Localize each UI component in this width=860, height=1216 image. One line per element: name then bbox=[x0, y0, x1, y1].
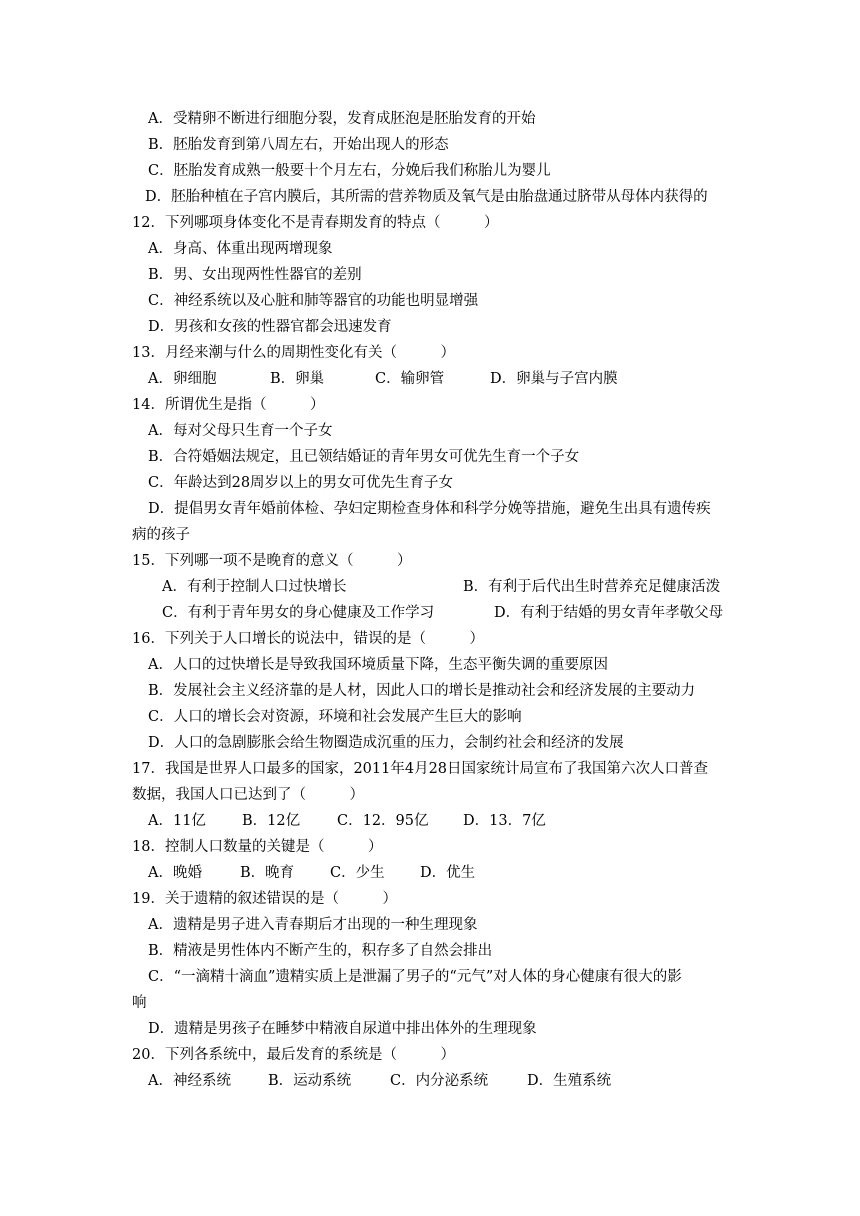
q14-stem: 14．所谓优生是指（ ） bbox=[132, 397, 325, 413]
q18-option-b: B．晚育 bbox=[240, 865, 295, 881]
q18-stem: 18．控制人口数量的关键是（ ） bbox=[132, 839, 383, 855]
q16-option-b: B．发展社会主义经济靠的是人材，因此人口的增长是推动社会和经济发展的主要动力 bbox=[148, 683, 696, 699]
q14-option-d: D．提倡男女青年婚前体检、孕妇定期检查身体和科学分娩等措施，避免生出具有遗传疾 bbox=[148, 501, 711, 517]
q20-option-a: A．神经系统 bbox=[148, 1073, 231, 1089]
q17-options bbox=[0, 811, 860, 831]
q13-stem: 13．月经来潮与什么的周期性变化有关（ ） bbox=[132, 345, 455, 361]
q18-option-a: A．晚婚 bbox=[148, 865, 202, 881]
q18-option-d: D．优生 bbox=[420, 865, 476, 881]
q17-option-c: C．12．95亿 bbox=[337, 813, 429, 829]
q14-option-d-continuation: 病的孩子 bbox=[132, 527, 190, 543]
q18-option-c: C．少生 bbox=[330, 865, 385, 881]
q14-option-b: B．合符婚姻法规定，且已领结婚证的青年男女可优先生育一个子女 bbox=[148, 449, 580, 465]
q15-option-a: A．有利于控制人口过快增长 bbox=[162, 579, 347, 595]
q19-option-b: B．精液是男性体内不断产生的，积存多了自然会排出 bbox=[148, 943, 493, 959]
q12-option-b: B．男、女出现两性性器官的差别 bbox=[148, 267, 362, 283]
q15-options-row2 bbox=[0, 603, 860, 623]
q15-options-row1 bbox=[0, 577, 860, 597]
q16-option-c: C．人口的增长会对资源，环境和社会发展产生巨大的影响 bbox=[148, 709, 522, 725]
q15-option-d: D．有利于结婚的男女青年孝敬父母 bbox=[494, 605, 724, 621]
q19-option-a: A．遗精是男子进入青春期后才出现的一种生理现象 bbox=[148, 917, 478, 933]
q16-stem: 16．下列关于人口增长的说法中，错误的是（ ） bbox=[132, 631, 484, 647]
q11-option-d: D．胚胎种植在子宫内膜后，其所需的营养物质及氧气是由胎盘通过脐带从母体内获得的 bbox=[145, 189, 708, 205]
q16-option-a: A．人口的过快增长是导致我国环境质量下降，生态平衡失调的重要原因 bbox=[148, 657, 608, 673]
q20-option-b: B．运动系统 bbox=[268, 1073, 352, 1089]
q19-stem: 19．关于遗精的叙述错误的是（ ） bbox=[132, 891, 397, 907]
q17-option-a: A．11亿 bbox=[148, 813, 206, 829]
q13-option-c: C．输卵管 bbox=[375, 371, 445, 387]
q15-stem: 15．下列哪一项不是晚育的意义（ ） bbox=[132, 553, 412, 569]
q11-option-a: A．受精卵不断进行细胞分裂，发育成胚泡是胚胎发育的开始 bbox=[148, 111, 536, 127]
q11-option-c: C．胚胎发育成熟一般要十个月左右，分娩后我们称胎儿为婴儿 bbox=[148, 163, 551, 179]
q11-option-b: B．胚胎发育到第八周左右，开始出现人的形态 bbox=[148, 137, 449, 153]
q17-stem: 17．我国是世界人口最多的国家，2011年4月28日国家统计局宣布了我国第六次人口普查 bbox=[132, 761, 709, 777]
q13-option-d: D．卵巢与子宫内膜 bbox=[490, 371, 618, 387]
q12-stem: 12．下列哪项身体变化不是青春期发育的特点（ ） bbox=[132, 215, 499, 231]
q20-options bbox=[0, 1071, 860, 1091]
q12-option-c: C．神经系统以及心脏和肺等器官的功能也明显增强 bbox=[148, 293, 479, 309]
q13-options bbox=[0, 369, 860, 389]
q14-option-a: A．每对父母只生育一个子女 bbox=[148, 423, 333, 439]
q13-option-a: A．卵细胞 bbox=[148, 371, 217, 387]
q19-option-d: D．遗精是男孩子在睡梦中精液自尿道中排出体外的生理现象 bbox=[148, 1021, 537, 1037]
q14-option-c: C．年龄达到28周岁以上的男女可优先生育子女 bbox=[148, 475, 454, 491]
q18-options bbox=[0, 863, 860, 883]
q19-option-c: C．“一滴精十滴血”遗精实质上是泄漏了男子的“元气”对人体的身心健康有很大的影 bbox=[148, 969, 682, 985]
q19-option-c-continuation: 响 bbox=[132, 995, 147, 1011]
q12-option-d: D．男孩和女孩的性器官都会迅速发育 bbox=[148, 319, 392, 335]
q17-option-b: B．12亿 bbox=[242, 813, 301, 829]
q16-option-d: D．人口的急剧膨胀会给生物圈造成沉重的压力，会制约社会和经济的发展 bbox=[148, 735, 624, 751]
q20-option-c: C．内分泌系统 bbox=[390, 1073, 489, 1089]
q13-option-b: B．卵巢 bbox=[270, 371, 325, 387]
q12-option-a: A．身高、体重出现两增现象 bbox=[148, 241, 333, 257]
q15-option-b: B．有利于后代出生时营养充足健康活泼 bbox=[463, 579, 721, 595]
q17-option-d: D．13．7亿 bbox=[463, 813, 546, 829]
q17-stem-continuation: 数据，我国人口已达到了（ ） bbox=[132, 787, 364, 803]
q15-option-c: C．有利于青年男女的身心健康及工作学习 bbox=[162, 605, 435, 621]
q20-option-d: D．生殖系统 bbox=[527, 1073, 612, 1089]
q20-stem: 20．下列各系统中，最后发育的系统是（ ） bbox=[132, 1047, 455, 1063]
